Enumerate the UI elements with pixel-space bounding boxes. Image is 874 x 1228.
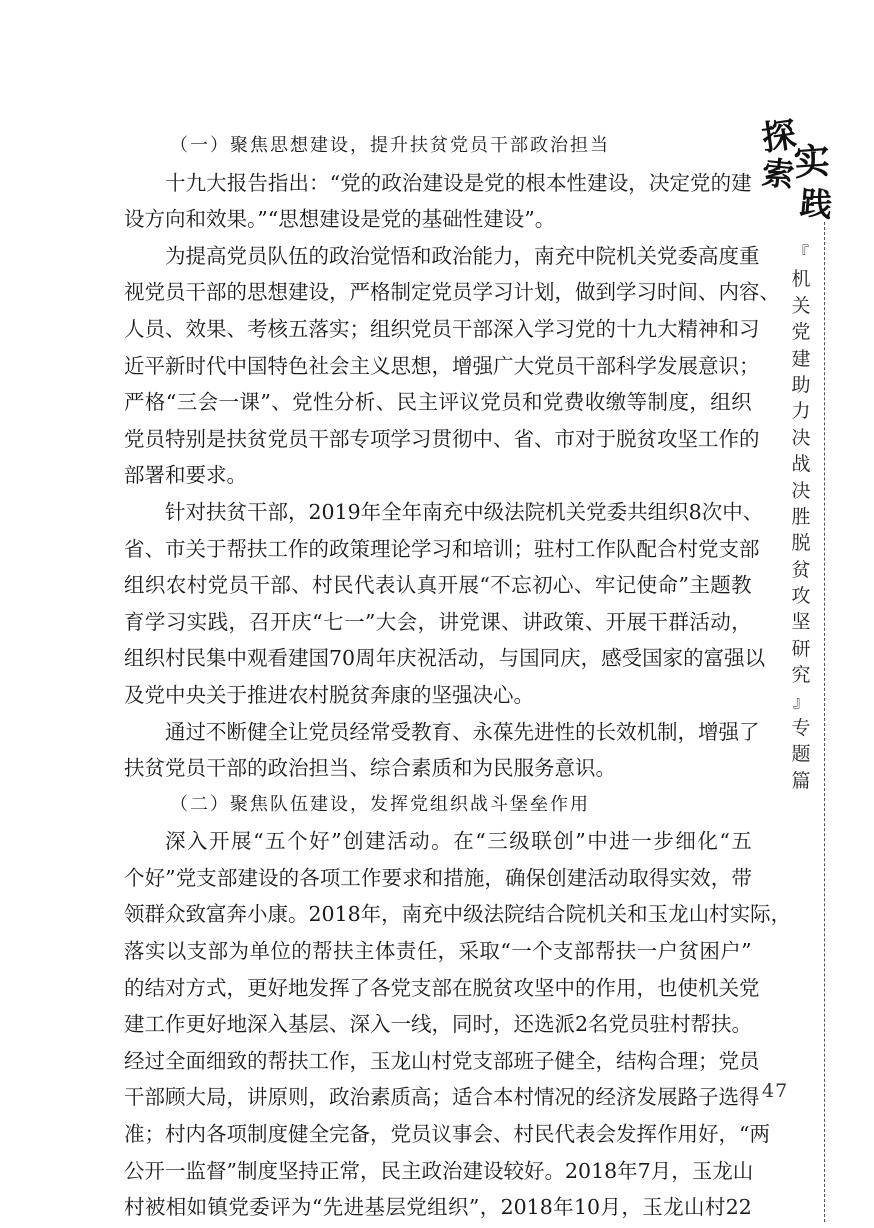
- text-line: 深 入 开 展 “ 五 个 好 ” 创 建 活 动 。 在 “ 三 级 联 创 ” 中 进 一 步 细 化 “ 五: [165, 829, 752, 854]
- brand-calligraphy: [759, 114, 850, 228]
- page-number: 47: [762, 1080, 789, 1102]
- text-line: 的 结 对 方 式 ， 更 好 地 发 挥 了 各 党 支 部 在 脱 贫 攻 坚 中 的 作 用 ， 也 使 机 关 党: [124, 975, 760, 1000]
- series-title: 『 机 关 党 建 助 力 决 战 决 胜 脱 贫 攻 坚 研 究 』 专 题 篇: [791, 243, 811, 792]
- text-line: 扶贫党员干部的政治担当、综合素质和为民服务意识。: [124, 756, 616, 781]
- text-line: 经 过 全 面 细 致 的 帮 扶 工 作 ， 玉 龙 山 村 党 支 部 班 子 健 全 ， 结 构 合 理 ； 党 员: [124, 1048, 760, 1073]
- margin-divider: [824, 222, 825, 1222]
- brand-char: 探: [759, 114, 799, 160]
- text-line: 通 过 不 断 健 全 让 党 员 经 常 受 教 育 、 永 葆 先 进 性 的 长 效 机 制 ， 增 强 了: [165, 719, 760, 744]
- text-line: 党 员 特 别 是 扶 贫 党 员 干 部 专 项 学 习 贯 彻 中 、 省 、 市 对 于 脱 贫 攻 坚 工 作 的: [124, 426, 760, 451]
- text-line: 针 对 扶 贫 干 部 ， 2019 年 全 年 南 充 中 级 法 院 机 关 党 委 共 组 织 8 次 中 、: [165, 499, 764, 524]
- text-line: 省 、 市 关 于 帮 扶 工 作 的 政 策 理 论 学 习 和 培 训 ； 驻 村 工 作 队 配 合 村 党 支 部: [124, 536, 760, 561]
- text-line: 为 提 高 党 员 队 伍 的 政 治 觉 悟 和 政 治 能 力 ， 南 充 中 院 机 关 党 委 高 度 重: [165, 243, 760, 268]
- text-line: 人 员 、 效 果 、 考 核 五 落 实 ； 组 织 党 员 干 部 深 入 学 习 党 的 十 九 大 精 神 和 习: [124, 316, 760, 341]
- text-line: 及党中央关于推进农村脱贫奔康的坚强决心。: [124, 682, 534, 707]
- text-line: 公 开 一 监 督 ” 制 度 坚 持 正 常 ， 民 主 政 治 建 设 较 好 。 2018 年 7 月 ， 玉 龙 山: [124, 1158, 754, 1183]
- text-line: 准 ； 村 内 各 项 制 度 健 全 完 备 ， 党 员 议 事 会 、 村 民 代 表 会 发 挥 作 用 好 ， “ 两: [124, 1122, 770, 1147]
- text-line: 视 党 员 干 部 的 思 想 建 设 ， 严 格 制 定 党 员 学 习 计 划 ， 做 到 学 习 时 间 、 内 容 、: [124, 280, 780, 305]
- brand-char: 实: [792, 139, 832, 185]
- text-line: 组 织 农 村 党 员 干 部 、 村 民 代 表 认 真 开 展 “ 不 忘 初 心 、 牢 记 使 命 ” 主 题 教: [124, 573, 752, 598]
- text-line: 近 平 新 时 代 中 国 特 色 社 会 主 义 思 想 ， 增 强 广 大 党 员 干 部 科 学 发 展 意 识 ；: [124, 353, 760, 378]
- text-line: 落 实 以 支 部 为 单 位 的 帮 扶 主 体 责 任 ， 采 取 “ 一 个 支 部 帮 扶 一 户 贫 困 户 ”: [124, 939, 752, 964]
- text-line: 育 学 习 实 践 ， 召 开 庆 “ 七 一 ” 大 会 ， 讲 党 课 、 讲 政 策 、 开 展 干 群 活 动 ，: [124, 609, 752, 634]
- text-line: 组 织 村 民 集 中 观 看 建 国 70 周 年 庆 祝 活 动 ， 与 国 同 庆 ， 感 受 国 家 的 富 强 以: [124, 646, 766, 671]
- text-line: 干 部 顾 大 局 ， 讲 原 则 ， 政 治 素 质 高 ； 适 合 本 村 情 况 的 经 济 发 展 路 子 选 得: [124, 1085, 760, 1110]
- text-line: 村 被 相 如 镇 党 委 评 为 “ 先 进 基 层 党 组 织 ” ， 2018 年 10 月 ， 玉 龙 山 村 22: [124, 1195, 752, 1220]
- brand-char: 践: [798, 183, 834, 225]
- brand-char: 索: [760, 153, 796, 195]
- text-line: 领 群 众 致 富 奔 小 康 。 2018 年 ， 南 充 中 级 法 院 结 合 院 机 关 和 玉 龙 山 村 实 际 ，: [124, 902, 792, 927]
- section-heading: （一）聚焦思想建设，提升扶贫党员干部政治担当: [170, 135, 610, 156]
- section-heading: （二）聚焦队伍建设，发挥党组织战斗堡垒作用: [170, 793, 590, 815]
- text-line: 严 格 “ 三 会 一 课 ” 、 党 性 分 析 、 民 主 评 议 党 员 和 党 费 收 缴 等 制 度 ， 组 织: [124, 390, 752, 415]
- text-line: 个 好 ” 党 支 部 建 设 的 各 项 工 作 要 求 和 措 施 ， 确 保 创 建 活 动 取 得 实 效 ， 带: [124, 865, 752, 890]
- text-line: 设方向和效果。”“思想建设是党的基础性建设”。: [124, 207, 556, 232]
- text-line: 十 九 大 报 告 指 出 ： “ 党 的 政 治 建 设 是 党 的 根 本 性 建 设 ， 决 定 党 的 建: [165, 170, 752, 195]
- text-line: 部署和要求。: [124, 463, 247, 488]
- text-line: 建 工 作 更 好 地 深 入 基 层 、 深 入 一 线 ， 同 时 ， 还 选 派 2 名 党 员 驻 村 帮 扶 。: [124, 1012, 753, 1037]
